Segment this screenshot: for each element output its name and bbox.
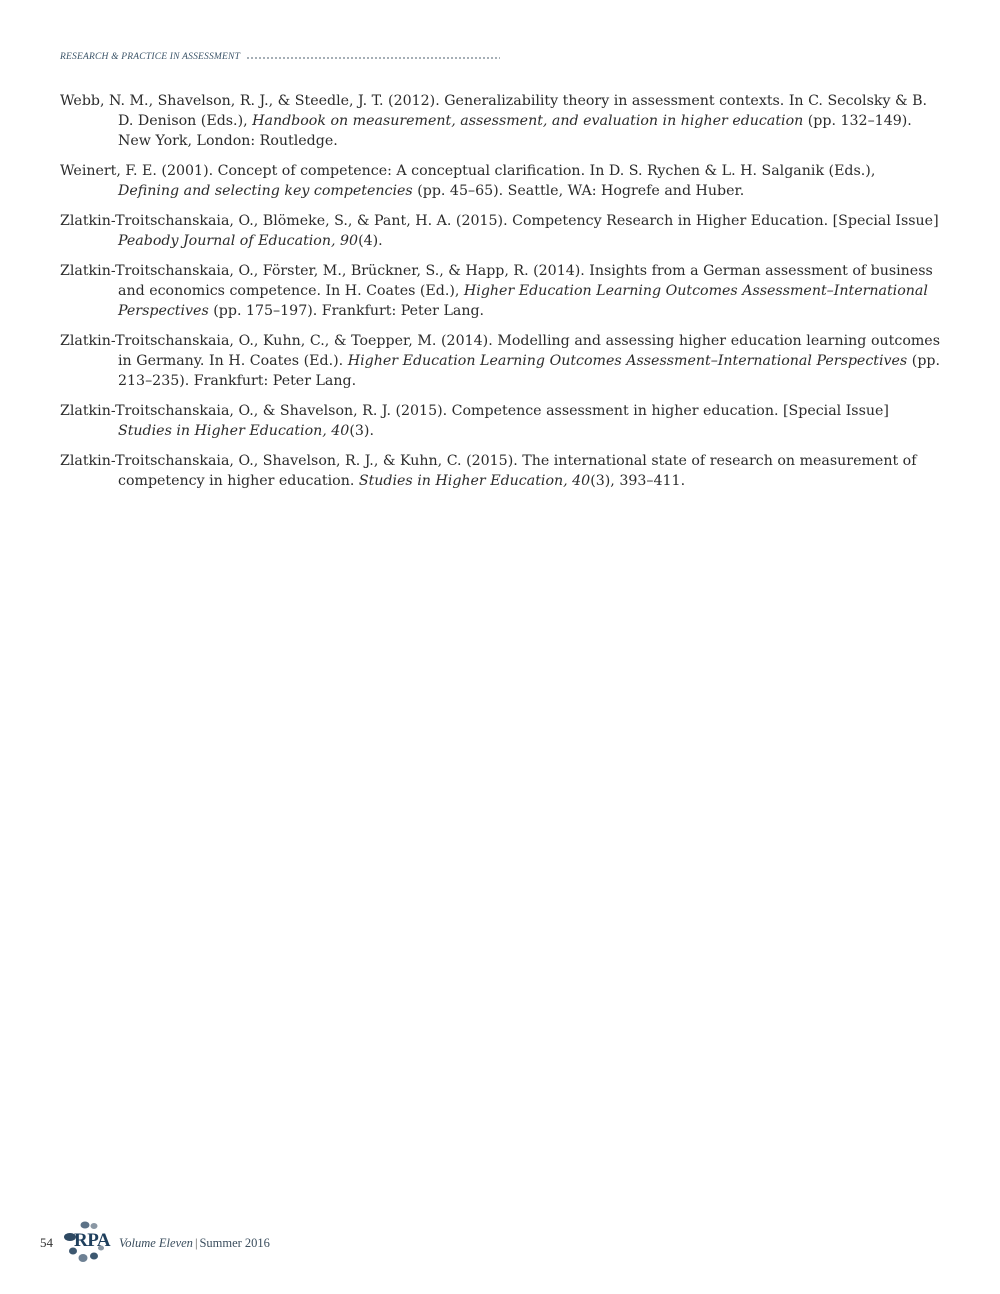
volume-label: Volume Eleven	[119, 1235, 193, 1250]
page-footer	[40, 1218, 270, 1268]
reference-italic-text: Higher Education Learning Outcomes Assessment–International Perspectives	[118, 283, 928, 319]
reference-text: (pp. 213–235). Frankfurt: Peter Lang.	[118, 353, 940, 389]
reference-italic-text: Studies in Higher Education, 40	[118, 423, 350, 439]
reference-italic-text: Higher Education Learning Outcomes Assessment–International Perspectives	[347, 353, 908, 369]
reference-text: (4).	[358, 233, 383, 249]
reference-entry	[60, 91, 940, 151]
reference-italic-text: Studies in Higher Education, 40	[358, 473, 591, 489]
reference-italic-text: Handbook on measurement, assessment, and evaluation in higher education	[252, 113, 804, 129]
reference-text: (3), 393–411.	[590, 473, 686, 489]
running-title: RESEARCH & PRACTICE IN ASSESSMENT	[60, 52, 241, 62]
logo-text: RPA	[74, 1230, 111, 1251]
reference-text: Zlatkin-Troitschanskaia, O., Kuhn, C., & Toepper, M. (2014). Modelling and assessing higher education learning outcomes in Germany. In H. Coates (Ed.).	[60, 333, 940, 369]
reference-entry	[60, 261, 940, 321]
reference-text: Zlatkin-Troitschanskaia, O., Förster, M., Brückner, S., & Happ, R. (2014). Insights from a German assessment of business and economics competence. In H. Coates (Ed.),	[60, 263, 933, 299]
season-label: Summer 2016	[199, 1235, 270, 1250]
reference-text: (pp. 132–149). New York, London: Routledge.	[118, 113, 912, 149]
running-header	[60, 49, 500, 65]
reference-text: (pp. 45–65). Seattle, WA: Hogrefe and Huber.	[412, 183, 745, 199]
reference-entry	[60, 401, 940, 441]
reference-text: Zlatkin-Troitschanskaia, O., & Shavelson, R. J. (2015). Competence assessment in higher education. [Special Issue]	[60, 403, 889, 419]
reference-italic-text: Defining and selecting key competencies	[118, 183, 413, 199]
reference-text: Webb, N. M., Shavelson, R. J., & Steedle, J. T. (2012). Generalizability theory in assessment contexts. In C. Secolsky & B. D. Denison (Eds.),	[60, 93, 928, 129]
reference-text: Zlatkin-Troitschanskaia, O., Shavelson, R. J., & Kuhn, C. (2015). The international state of research on measurement of competency in higher education.	[60, 453, 917, 489]
reference-italic-text: Peabody Journal of Education, 90	[118, 233, 359, 249]
reference-entry	[60, 161, 940, 201]
reference-text: (pp. 175–197). Frankfurt: Peter Lang.	[208, 303, 485, 319]
page-number: 54	[40, 1235, 53, 1250]
issue-info	[119, 1236, 270, 1251]
reference-entry	[60, 451, 940, 491]
rpa-logo	[61, 1218, 113, 1268]
reference-entry	[60, 331, 940, 391]
reference-text: Weinert, F. E. (2001). Concept of competence: A conceptual clarification. In D. S. Rychen & L. H. Salganik (Eds.),	[60, 163, 876, 179]
issue-separator: |	[194, 1235, 198, 1250]
reference-text: (3).	[349, 423, 374, 439]
reference-text: Zlatkin-Troitschanskaia, O., Blömeke, S., & Pant, H. A. (2015). Competency Research in Higher Education. [Special Issue]	[60, 213, 939, 229]
reference-entry	[60, 211, 940, 251]
reference-list	[60, 91, 940, 501]
header-dotted-rule	[246, 57, 500, 59]
